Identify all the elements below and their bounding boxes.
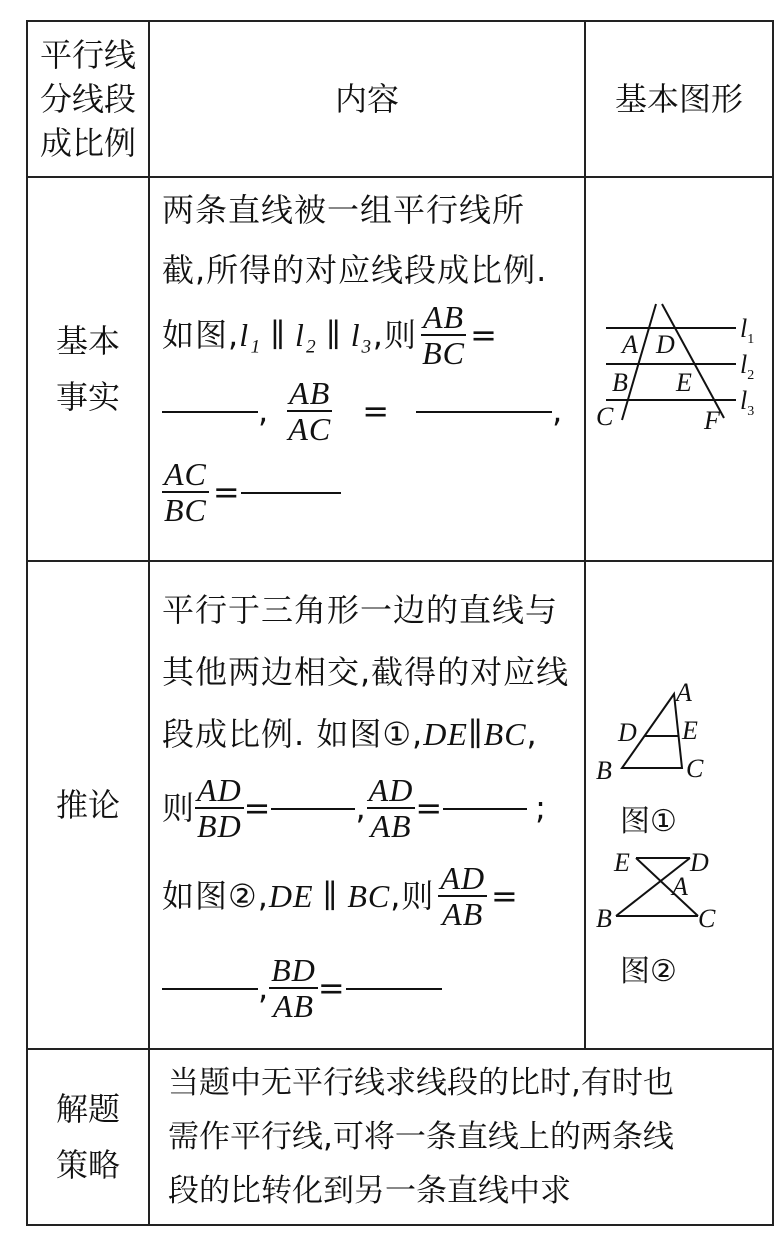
- fig2-point-B: B: [596, 904, 612, 933]
- row1-line2: 截,所得的对应线段成比例.: [162, 251, 548, 289]
- row1-eq3: =: [212, 473, 241, 511]
- row1-parallel: l₁ ∥ l₂ ∥ l₃: [239, 317, 373, 353]
- row1-label-line2: 事实: [55, 378, 120, 416]
- row1-blank3[interactable]: [241, 490, 341, 494]
- row2-label-line1: 推论: [55, 786, 120, 824]
- row1-frac3: [162, 457, 209, 527]
- label-l3-sub: 3: [747, 404, 755, 420]
- row3-line2: 需作平行线,可将一条直线上的两条线: [168, 1119, 674, 1155]
- label-l2-sub: 2: [747, 368, 755, 384]
- row2-line3-comma: ,: [526, 715, 538, 753]
- row1-label-line1: 基本: [55, 322, 120, 360]
- label-l3: [740, 388, 754, 425]
- header-col1-line1: 平行线: [39, 36, 136, 74]
- row3-label: [28, 1050, 148, 1224]
- row2-blank1[interactable]: [271, 806, 355, 810]
- row2-comma1: ,: [355, 789, 367, 827]
- row3-line1: 当题中无平行线求线段的比时,有时也: [168, 1065, 674, 1101]
- fig1-point-B: B: [596, 756, 612, 785]
- row1-comma2: ,: [552, 392, 564, 430]
- row2-frac4: [269, 953, 318, 1023]
- fig2-point-E: E: [614, 848, 630, 877]
- row2-eq3: =: [491, 877, 519, 915]
- row1-frac3-num: AC: [164, 456, 207, 492]
- row1-frac3-den: BC: [164, 492, 207, 528]
- row1-line1: 两条直线被一组平行线所: [162, 191, 526, 229]
- label-l1-sub: 1: [747, 332, 755, 348]
- row2-line6: [162, 942, 582, 1034]
- row2-blank2[interactable]: [443, 806, 527, 810]
- row2-frac3: [438, 861, 487, 931]
- row2-line5: [162, 850, 582, 942]
- table-bottom-rule: [26, 1224, 774, 1226]
- point-A: A: [622, 330, 638, 359]
- row2-eq2: =: [415, 789, 444, 827]
- row1-eq1: =: [470, 316, 498, 354]
- row1-line5: [162, 452, 580, 532]
- fig2-point-D: D: [690, 848, 709, 877]
- row2-frac2-den: AB: [370, 808, 412, 844]
- fig2-point-C: C: [698, 904, 716, 933]
- fig1-point-E: E: [682, 716, 698, 745]
- row2-blank4[interactable]: [346, 986, 442, 990]
- fig1-caption: 图①: [620, 804, 677, 839]
- row1-frac1-den: BC: [422, 335, 465, 371]
- row3-label-line2: 策略: [55, 1146, 120, 1184]
- row2-line3-prefix: 段成比例. 如图①,: [162, 715, 424, 753]
- row2-line2: 其他两边相交,截得的对应线: [162, 653, 570, 691]
- point-E: E: [676, 368, 692, 397]
- row1-eq2: =: [362, 392, 391, 430]
- row2-line1: 平行于三角形一边的直线与: [162, 591, 559, 629]
- row2-eq1: =: [243, 789, 272, 827]
- fig2-segment-EC: [636, 858, 698, 916]
- row1-frac2: [287, 376, 332, 446]
- point-C: C: [596, 402, 614, 431]
- row1-frac2-num: AB: [289, 375, 331, 411]
- header-col1-line3: 成比例: [39, 124, 136, 162]
- row2-frac3-den: AB: [442, 896, 484, 932]
- header-content: 内容: [334, 80, 399, 118]
- fig1-point-D: D: [618, 718, 637, 747]
- row2-frac2: [367, 773, 416, 843]
- table-right-rule: [772, 20, 774, 1226]
- row2-line3: [162, 704, 582, 766]
- label-l2-letter: l: [740, 350, 748, 379]
- row2-frac4-den: AB: [272, 988, 315, 1024]
- row2-frac3-num: AD: [440, 860, 486, 896]
- row3-label-line1: 解题: [55, 1090, 120, 1128]
- col-rule-1: [148, 20, 150, 1226]
- row2-line5-then: ,则: [390, 877, 435, 915]
- fig1-point-C: C: [686, 754, 704, 783]
- row1-blank1[interactable]: [162, 409, 258, 413]
- fig2-caption: 图②: [620, 954, 677, 989]
- row1-content: [162, 180, 580, 558]
- row1-figure: [586, 178, 772, 560]
- fig1-point-A: A: [676, 678, 692, 707]
- label-l3-letter: l: [740, 386, 748, 415]
- row1-then: ,则: [372, 316, 417, 354]
- point-F: F: [704, 406, 720, 435]
- label-l1-letter: l: [740, 314, 748, 343]
- row2-content: [162, 580, 582, 1046]
- fig2-point-A: A: [672, 872, 688, 901]
- row1-blank2[interactable]: [416, 409, 552, 413]
- row1-prefix: 如图,: [162, 316, 240, 354]
- row1-line4: [162, 370, 580, 452]
- row2-frac4-num: BD: [271, 952, 316, 988]
- row2-semicolon: ;: [535, 789, 547, 827]
- row1-label: [28, 178, 148, 560]
- row3-content: [168, 1056, 770, 1220]
- row1-comma1: ,: [258, 392, 270, 430]
- row2-label: [28, 562, 148, 1048]
- row2-figures: [586, 562, 772, 1048]
- row2-line5-prefix: 如图②,: [162, 877, 269, 915]
- header-figure: 基本图形: [614, 80, 743, 118]
- row2-frac1-den: BD: [197, 808, 242, 844]
- row2-line5-rel: DE ∥ BC: [268, 878, 391, 914]
- label-l2: [740, 352, 754, 389]
- triangle-figures: [586, 562, 772, 1048]
- point-B: B: [612, 368, 628, 397]
- row2-then: 则: [162, 789, 196, 827]
- row1-line3: [162, 300, 580, 370]
- row2-frac1-num: AD: [197, 772, 242, 808]
- row1-frac2-den: AC: [288, 411, 332, 447]
- header-col1-line2: 分线段: [39, 80, 136, 118]
- point-D: D: [656, 330, 675, 359]
- row2-line4: [162, 766, 582, 850]
- row2-line3-rel: DE∥BC: [423, 716, 527, 752]
- row3-line3: 段的比转化到另一条直线中求: [168, 1173, 571, 1209]
- row2-blank3[interactable]: [162, 986, 258, 990]
- row2-comma2: ,: [258, 969, 270, 1007]
- row1-frac1-num: AB: [422, 299, 465, 335]
- row1-frac1: [421, 300, 466, 370]
- row2-frac1: [195, 773, 244, 843]
- row2-frac2-num: AD: [368, 772, 414, 808]
- label-l1: [740, 316, 754, 353]
- header-col1: [28, 22, 148, 176]
- row2-eq4: =: [317, 969, 346, 1007]
- transversal-left: [622, 304, 656, 420]
